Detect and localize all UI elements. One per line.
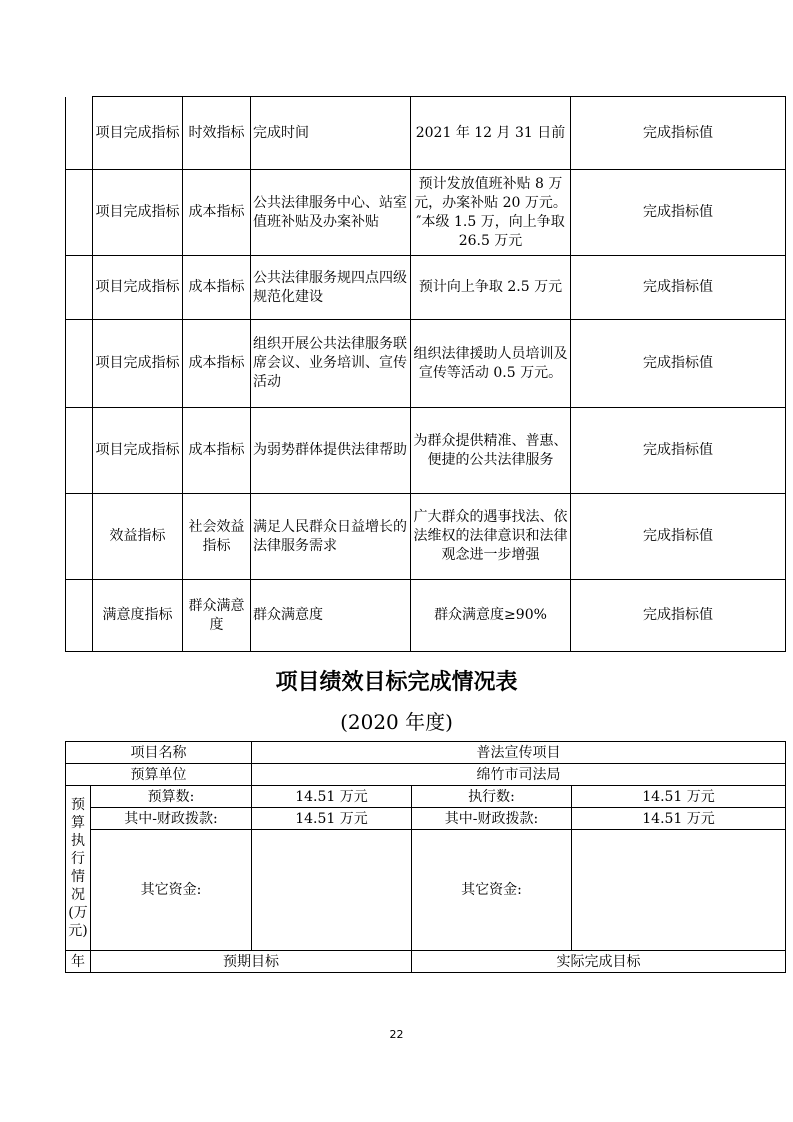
budget-value: 14.51 万元 (252, 786, 412, 808)
budget-execution-label-chars (66, 796, 90, 940)
indicator-name: 公共法律服务中心、站室值班补贴及办案补贴 (251, 170, 411, 256)
level1-indicator: 项目完成指标 (93, 170, 183, 256)
indicator-name: 群众满意度 (251, 580, 411, 652)
level2-indicator: 时效指标 (183, 97, 251, 170)
fiscal-budget-value: 14.51 万元 (252, 808, 412, 830)
level2-indicator: 社会效益指标 (183, 494, 251, 580)
indicator-name: 公共法律服务规四点四级规范化建设 (251, 256, 411, 320)
fiscal-executed-value: 14.51 万元 (572, 808, 786, 830)
actual-target-label: 实际完成目标 (412, 951, 786, 973)
indicator-category-cell (66, 170, 93, 256)
budget-execution-label-char: 预 (71, 797, 85, 813)
project-name-row (66, 742, 786, 764)
performance-indicator-table (65, 96, 786, 652)
indicator-target: 为群众提供精准、普惠、便捷的公共法律服务 (411, 408, 571, 494)
indicator-target: 预计向上争取 2.5 万元 (411, 256, 571, 320)
indicator-row (66, 408, 786, 494)
level1-indicator: 满意度指标 (93, 580, 183, 652)
budget-execution-label-char: 情 (71, 869, 85, 885)
level1-indicator: 项目完成指标 (93, 408, 183, 494)
indicator-status: 完成指标值 (571, 408, 786, 494)
page-number: 22 (389, 1028, 404, 1041)
indicator-target: 预计发放值班补贴 8 万元，办案补贴 20 万元。″本级 1.5 万，向上争取 26.5 万元 (411, 170, 571, 256)
project-name-value: 普法宣传项目 (252, 742, 786, 764)
other-funds-executed-label: 其它资金: (412, 830, 572, 951)
fiscal-executed-label: 其中-财政拨款: (412, 808, 572, 830)
level1-indicator: 项目完成指标 (93, 97, 183, 170)
indicator-name: 完成时间 (251, 97, 411, 170)
indicator-row (66, 320, 786, 408)
indicator-target: 2021 年 12 月 31 日前 (411, 97, 571, 170)
indicator-target: 组织法律援助人员培训及宣传等活动 0.5 万元。 (411, 320, 571, 408)
indicator-category-cell (66, 408, 93, 494)
indicator-category-cell (66, 494, 93, 580)
indicator-row (66, 170, 786, 256)
indicator-status: 完成指标值 (571, 494, 786, 580)
budget-execution-label-char: 算 (71, 815, 85, 831)
project-summary-table (65, 741, 786, 973)
indicator-status: 完成指标值 (571, 580, 786, 652)
indicator-status: 完成指标值 (571, 97, 786, 170)
report-year: (2020 年度) (340, 710, 453, 734)
indicator-row (66, 580, 786, 652)
target-header-row (66, 951, 786, 973)
budget-execution-label-char: 行 (71, 851, 85, 867)
budget-execution-label-char: (万 (68, 905, 88, 921)
budget-unit-value: 绵竹市司法局 (252, 764, 786, 786)
budget-row (66, 786, 786, 808)
performance-indicator-rows (66, 97, 786, 652)
level2-indicator: 成本指标 (183, 256, 251, 320)
budget-label: 预算数: (91, 786, 252, 808)
level1-indicator: 项目完成指标 (93, 320, 183, 408)
indicator-target: 群众满意度≥90% (411, 580, 571, 652)
other-funds-budget-label: 其它资金: (91, 830, 252, 951)
indicator-row (66, 256, 786, 320)
indicator-row (66, 97, 786, 170)
project-name-label: 项目名称 (66, 742, 252, 764)
level2-indicator: 成本指标 (183, 320, 251, 408)
indicator-category-cell (66, 320, 93, 408)
indicator-status: 完成指标值 (571, 256, 786, 320)
other-funds-executed-value (572, 830, 786, 951)
other-funds-row (66, 830, 786, 951)
indicator-status: 完成指标值 (571, 170, 786, 256)
budget-unit-row (66, 764, 786, 786)
executed-label: 执行数: (412, 786, 572, 808)
executed-value: 14.51 万元 (572, 786, 786, 808)
level1-indicator: 项目完成指标 (93, 256, 183, 320)
indicator-name: 为弱势群体提供法律帮助 (251, 408, 411, 494)
indicator-name: 满足人民群众日益增长的法律服务需求 (251, 494, 411, 580)
indicator-category-cell (66, 580, 93, 652)
other-funds-budget-value (252, 830, 412, 951)
level2-indicator: 成本指标 (183, 170, 251, 256)
budget-unit-label: 预算单位 (66, 764, 252, 786)
budget-execution-label (66, 786, 91, 951)
indicator-status: 完成指标值 (571, 320, 786, 408)
indicator-row (66, 494, 786, 580)
budget-execution-label-char: 元) (68, 923, 88, 939)
indicator-name: 组织开展公共法律服务联席会议、业务培训、宣传活动 (251, 320, 411, 408)
fiscal-budget-label: 其中-财政拨款: (91, 808, 252, 830)
budget-execution-label-char: 况 (71, 887, 85, 903)
report-title: 项目绩效目标完成情况表 (275, 670, 518, 695)
level2-indicator: 成本指标 (183, 408, 251, 494)
fiscal-funds-row (66, 808, 786, 830)
expected-target-label: 预期目标 (91, 951, 412, 973)
budget-execution-label-char: 执 (71, 833, 85, 849)
level1-indicator: 效益指标 (93, 494, 183, 580)
year-label: 年 (66, 951, 91, 973)
indicator-category-cell (66, 256, 93, 320)
indicator-category-cell (66, 97, 93, 170)
indicator-target: 广大群众的遇事找法、依法维权的法律意识和法律观念进一步增强 (411, 494, 571, 580)
level2-indicator: 群众满意度 (183, 580, 251, 652)
